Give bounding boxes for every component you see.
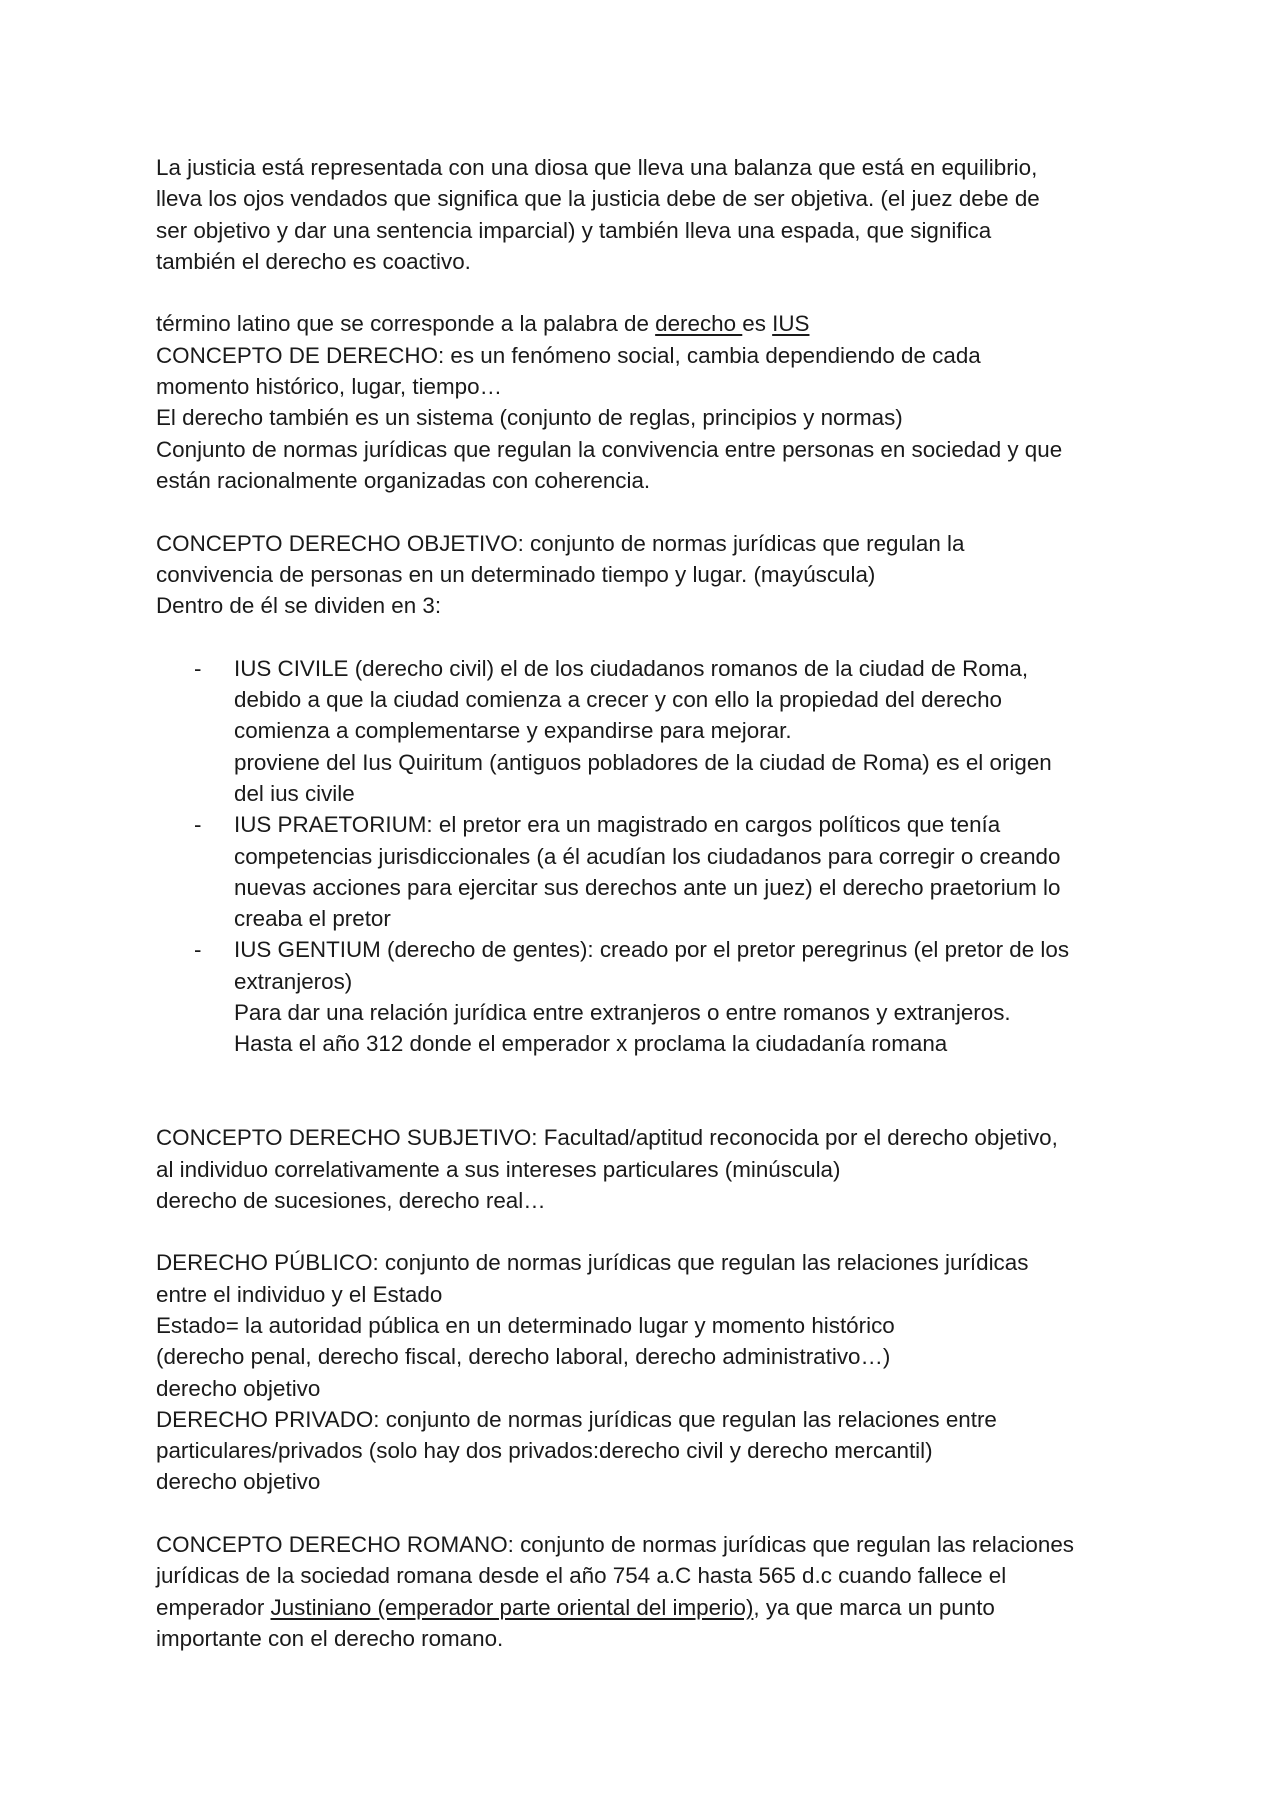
text-line: derecho objetivo [156,1375,321,1401]
text-line: CONCEPTO DERECHO SUBJETIVO: Facultad/aptitud reconocida por el derecho objetivo, [156,1125,1058,1151]
text-line: DERECHO PRIVADO: conjunto de normas jurídicas que regulan las relaciones entre [156,1406,997,1432]
text-line: La justicia está representada con una diosa que lleva una balanza que está en equilibrio, [156,155,1038,180]
list-bullet: - [194,655,202,681]
text-line: están racionalmente organizadas con coherencia. [156,467,651,493]
text-span: emperador [156,1594,271,1620]
text-line: Dentro de él se dividen en 3: [156,593,442,619]
text-line: IUS CIVILE (derecho civil) el de los ciudadanos romanos de la ciudad de Roma, [234,655,1029,681]
text-line: al individuo correlativamente a sus intereses particulares (minúscula) [156,1156,841,1182]
text-line: también el derecho es coactivo. [156,248,471,274]
text-line: entre el individuo y el Estado [156,1281,443,1307]
text-line: derecho de sucesiones, derecho real… [156,1187,546,1213]
text-line: CONCEPTO DERECHO ROMANO: conjunto de normas jurídicas que regulan las relaciones [156,1532,1074,1558]
text-line: momento histórico, lugar, tiempo… [156,374,502,400]
list-item-ius-praetorium [156,809,1136,934]
text-line: proviene del Ius Quiritum (antiguos pobladores de la ciudad de Roma) es el origen [234,749,1052,775]
text-line: importante con el derecho romano. [156,1625,504,1651]
text-line: debido a que la ciudad comienza a crecer y con ello la propiedad del derecho [234,687,1003,713]
paragraph-derecho-romano [156,1529,1136,1654]
text-line: del ius civile [234,780,355,806]
text-line: lleva los ojos vendados que significa que la justicia debe de ser objetiva. (el juez debe de [156,186,1040,212]
list-item-ius-civile [156,653,1136,809]
text-line: Hasta el año 312 donde el emperador x proclama la ciudadanía romana [234,1031,948,1057]
text-line: Conjunto de normas jurídicas que regulan la convivencia entre personas en sociedad y que [156,436,1063,462]
spacer [156,1060,1136,1123]
text-span: es [742,311,773,337]
text-line: CONCEPTO DERECHO OBJETIVO: conjunto de normas jurídicas que regulan la [156,530,965,556]
text-line: ser objetivo y dar una sentencia imparcial) y también lleva una espada, que significa [156,217,992,243]
list-item-ius-gentium [156,934,1136,1059]
text-line-termino [156,308,1136,339]
text-line: competencias jurisdiccionales (a él acudían los ciudadanos para corregir o creando [234,843,1061,869]
text-line: creaba el pretor [234,906,391,932]
text-line: Estado= la autoridad pública en un determinado lugar y momento histórico [156,1312,895,1338]
text-line: convivencia de personas en un determinado tiempo y lugar. (mayúscula) [156,561,876,587]
text-line: IUS PRAETORIUM: el pretor era un magistrado en cargos políticos que tenía [234,812,1001,838]
text-line: extranjeros) [234,968,353,994]
paragraph-derecho-objetivo [156,528,1136,1060]
text-line: comienza a complementarse y expandirse para mejorar. [234,718,792,744]
paragraph-publico-privado [156,1247,1136,1497]
text-span: término latino que se corresponde a la palabra de [156,311,656,337]
text-line: IUS GENTIUM (derecho de gentes): creado por el pretor peregrinus (el pretor de los [234,937,1070,963]
document-body [156,152,1136,1654]
text-line: Para dar una relación jurídica entre extranjeros o entre romanos y extranjeros. [234,1000,1011,1026]
text-line: El derecho también es un sistema (conjunto de reglas, principios y normas) [156,405,903,431]
ius-list [156,653,1136,1060]
list-bullet: - [194,937,202,963]
text-line: nuevas acciones para ejercitar sus derechos ante un juez) el derecho praetorium lo [234,874,1061,900]
underlined-word-ius: IUS [772,311,810,337]
text-line: DERECHO PÚBLICO: conjunto de normas jurídicas que regulan las relaciones jurídicas [156,1250,1029,1276]
paragraph-derecho-subjetivo [156,1122,1136,1216]
text-line: (derecho penal, derecho fiscal, derecho laboral, derecho administrativo…) [156,1344,891,1370]
text-line: derecho objetivo [156,1469,321,1495]
list-bullet: - [194,812,202,838]
paragraph-justicia [156,152,1136,277]
text-line: CONCEPTO DE DERECHO: es un fenómeno social, cambia dependiendo de cada [156,342,981,368]
text-line: particulares/privados (solo hay dos privados:derecho civil y derecho mercantil) [156,1438,933,1464]
text-line: jurídicas de la sociedad romana desde el año 754 a.C hasta 565 d.c cuando fallece el [156,1563,1007,1589]
underlined-phrase-justiniano: Justiniano (emperador parte oriental del imperio) [270,1594,754,1620]
text-span: , ya que marca un punto [753,1594,995,1620]
text-line-justiniano [156,1592,1136,1623]
paragraph-concepto-derecho [156,308,1136,496]
underlined-word-derecho: derecho [655,311,743,337]
